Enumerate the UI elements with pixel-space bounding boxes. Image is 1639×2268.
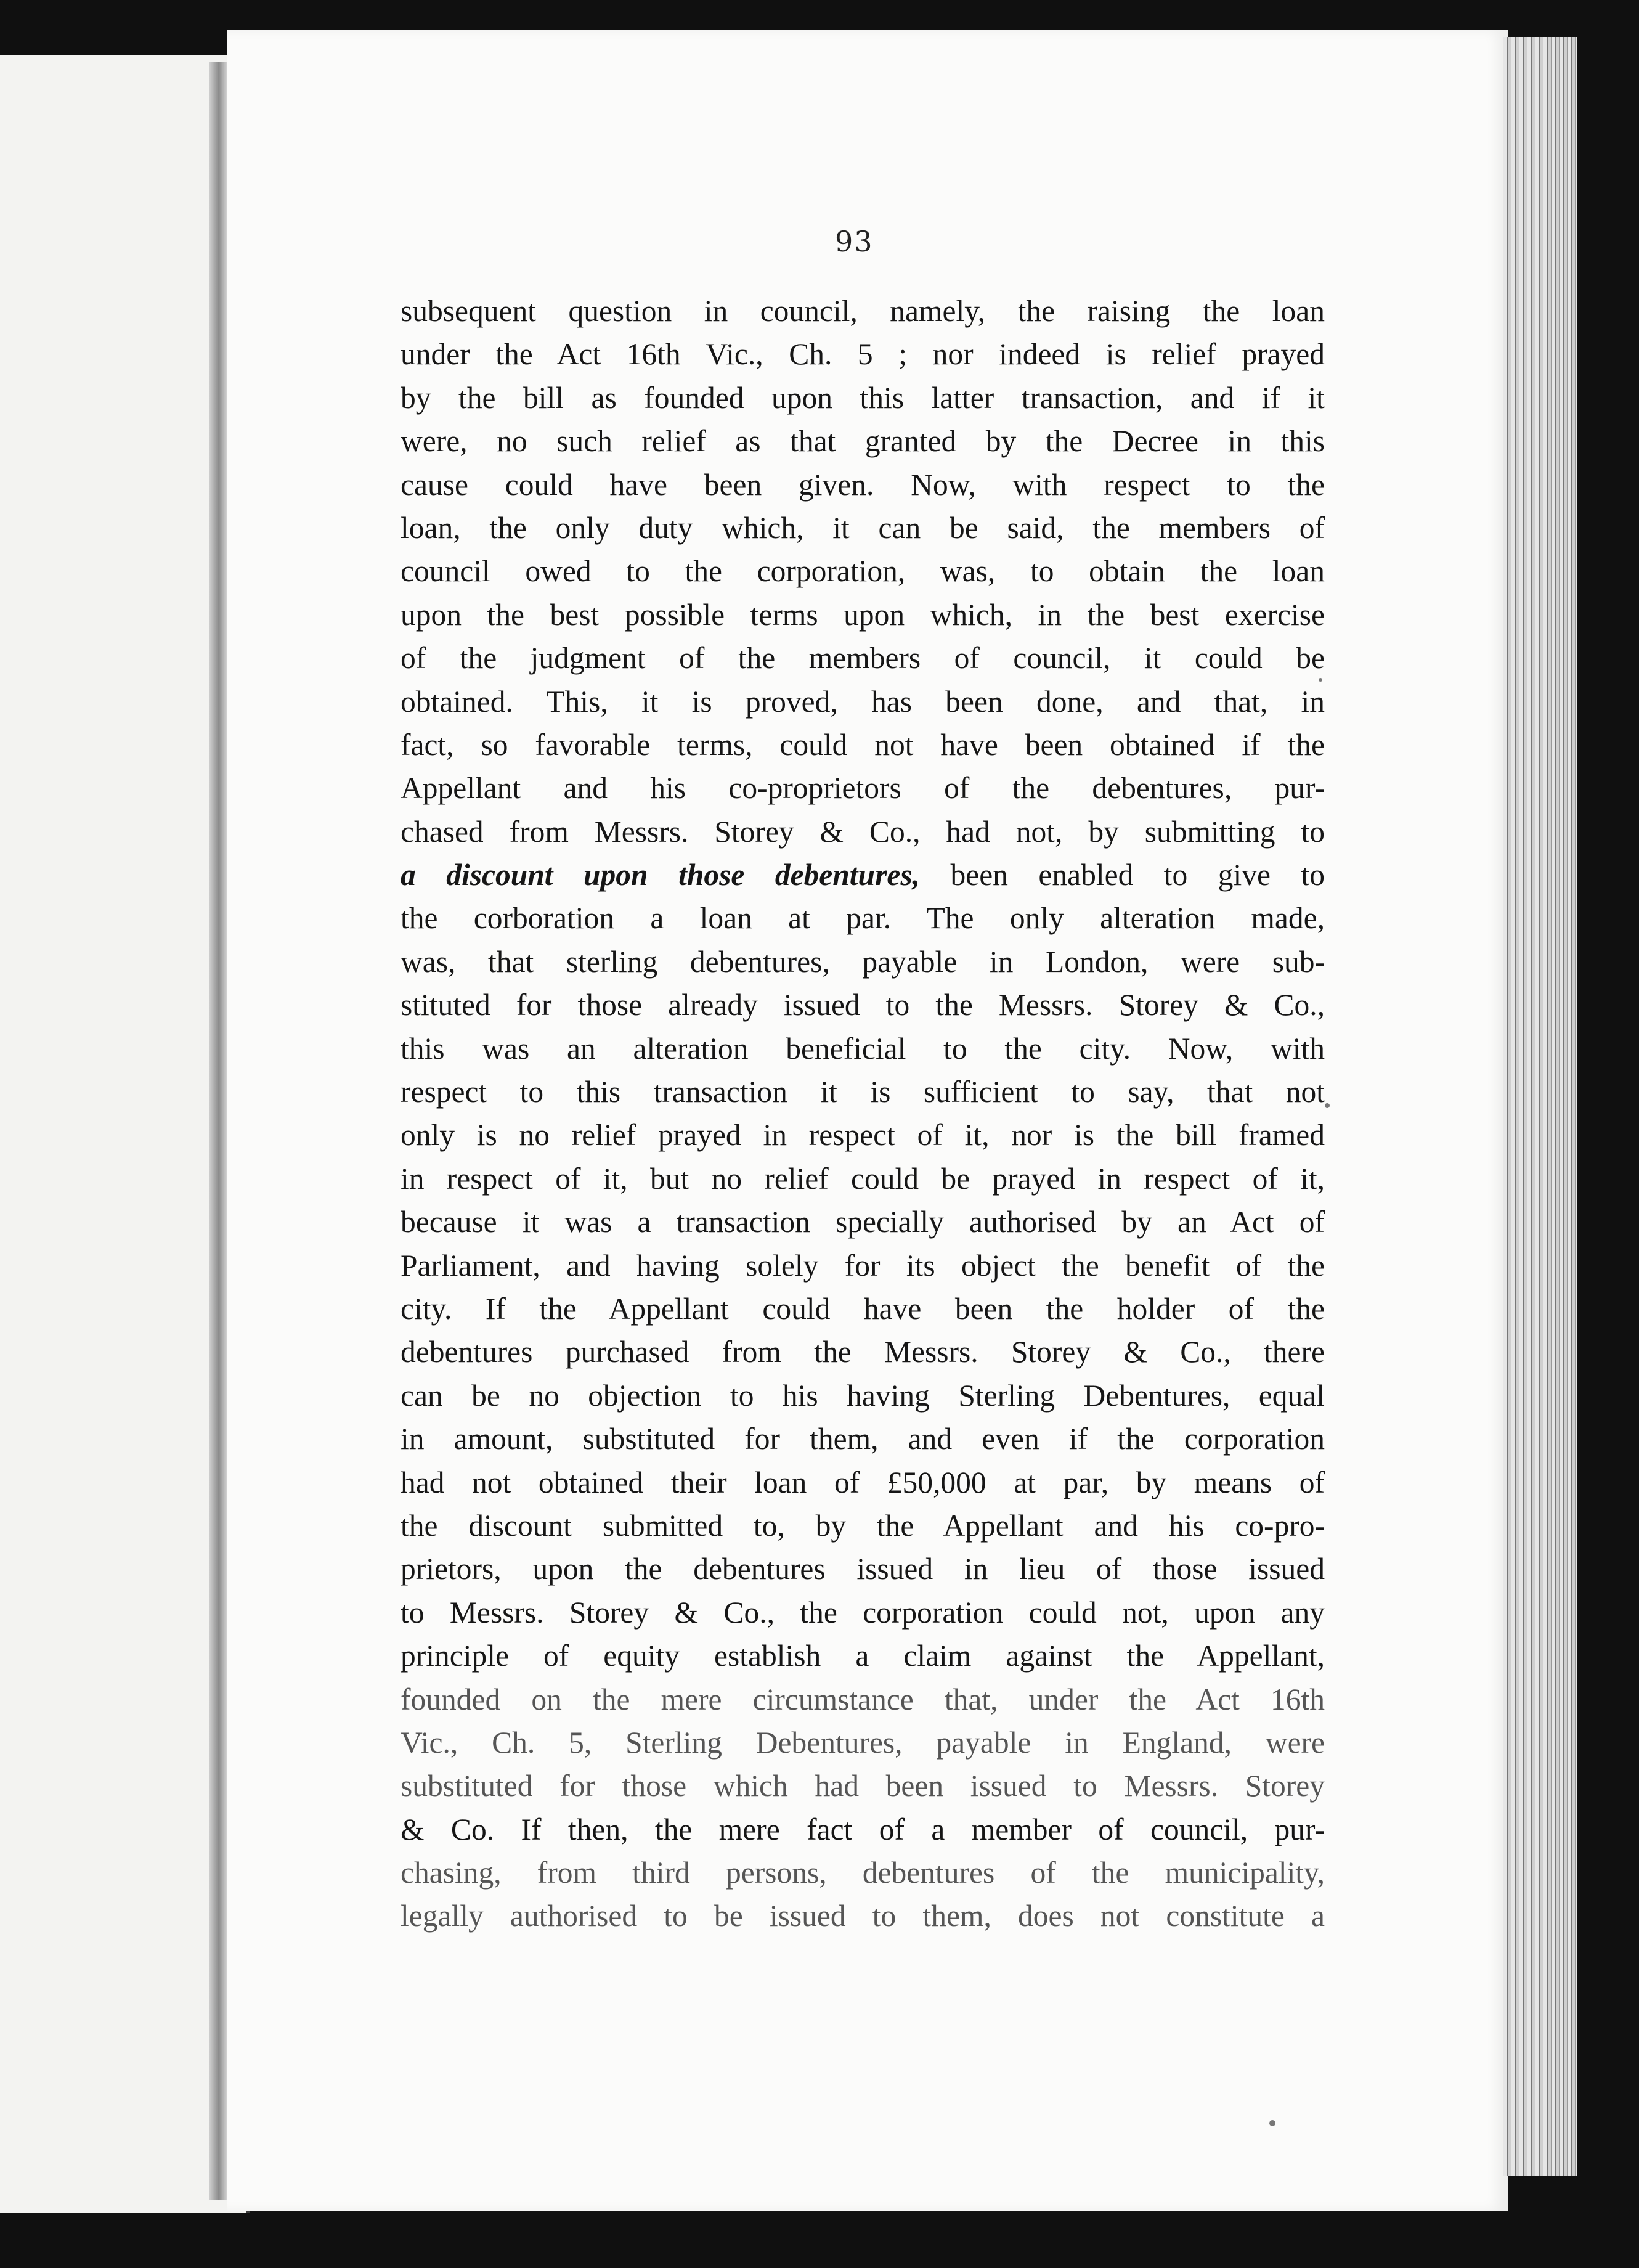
text-line: loan, the only duty which, it can be said, the members of [401, 510, 1325, 545]
text-line: was, that sterling debentures, payable in London, were sub- [401, 944, 1325, 979]
text-line: subsequent question in council, namely, the raising the loan [401, 294, 1325, 328]
text-line: prietors, upon the debentures issued in lieu of those issued [401, 1552, 1325, 1586]
text-line: city. If the Appellant could have been the holder of the [401, 1291, 1325, 1326]
text-line: to Messrs. Storey & Co., the corporation could not, upon any [401, 1595, 1325, 1630]
text-line: obtained. This, it is proved, has been done, and that, in [401, 684, 1325, 719]
text-line: can be no objection to his having Sterling Debentures, equal [401, 1378, 1325, 1413]
text-line: legally authorised to be issued to them, does not constitute a [401, 1899, 1325, 1933]
text-line: principle of equity establish a claim against the Appellant, [401, 1639, 1325, 1673]
text-line: only is no relief prayed in respect of it, nor is the bill framed [401, 1118, 1325, 1152]
text-line: in respect of it, but no relief could be prayed in respect of it, [401, 1161, 1325, 1196]
text-line: Appellant and his co-proprietors of the debentures, pur- [401, 771, 1325, 806]
text-line: upon the best possible terms upon which, in the best exercise [401, 597, 1325, 632]
text-line-with-italic [401, 854, 1325, 897]
page-number: 93 [835, 225, 874, 258]
text-line: respect to this transaction it is sufficient to say, that not [401, 1075, 1325, 1109]
text-line: substituted for those which had been issued to Messrs. Storey [401, 1769, 1325, 1803]
text-line: council owed to the corporation, was, to obtain the loan [401, 554, 1325, 589]
text-line: stituted for those already issued to the Messrs. Storey & Co., [401, 988, 1325, 1022]
text-line: & Co. If then, the mere fact of a member of council, pur- [401, 1812, 1325, 1846]
scan-speck [1269, 2120, 1275, 2126]
text-line: chased from Messrs. Storey & Co., had not, by submitting to [401, 814, 1325, 849]
body-text [401, 290, 1325, 1938]
text-line: by the bill as founded upon this latter transaction, and if it [401, 380, 1325, 415]
text-line: cause could have been given. Now, with respect to the [401, 467, 1325, 502]
page-edges [1503, 37, 1577, 2176]
text-line: this was an alteration beneficial to the city. Now, with [401, 1031, 1325, 1066]
book-gutter [209, 62, 228, 2200]
text-line: under the Act 16th Vic., Ch. 5 ; nor indeed is relief prayed [401, 337, 1325, 372]
text-line: had not obtained their loan of £50,000 at par, by means of [401, 1465, 1325, 1499]
text-line: because it was a transaction specially authorised by an Act of [401, 1205, 1325, 1239]
scan-speck [1319, 678, 1322, 682]
text-line: of the judgment of the members of council, it could be [401, 641, 1325, 675]
text-line: Vic., Ch. 5, Sterling Debentures, payable in England, were [401, 1725, 1325, 1760]
italic-phrase: a discount upon those debentures, [401, 858, 920, 892]
text-line: the corboration a loan at par. The only alteration made, [401, 901, 1325, 936]
text-line: debentures purchased from the Messrs. Storey & Co., there [401, 1335, 1325, 1369]
text-line: chasing, from third persons, debentures of the municipality, [401, 1856, 1325, 1890]
text-line: the discount submitted to, by the Appellant and his co-pro- [401, 1508, 1325, 1543]
text-line-rest: been enabled to give to [950, 858, 1325, 892]
text-line: were, no such relief as that granted by the Decree in this [401, 424, 1325, 459]
text-line: fact, so favorable terms, could not have been obtained if the [401, 727, 1325, 762]
text-line: in amount, substituted for them, and even if the corporation [401, 1422, 1325, 1456]
scan-speck [1325, 1103, 1330, 1108]
text-line: Parliament, and having solely for its object the benefit of the [401, 1248, 1325, 1283]
text-line: founded on the mere circumstance that, under the Act 16th [401, 1682, 1325, 1716]
